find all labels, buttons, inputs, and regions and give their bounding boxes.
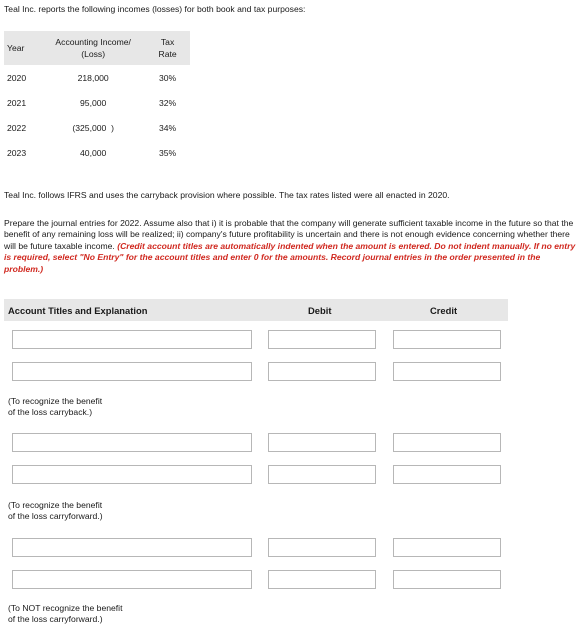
account-title-input[interactable] [12, 433, 252, 452]
credit-amount-input[interactable] [393, 362, 501, 381]
entry-explanation: (To recognize the benefit of the loss carryback.) [8, 396, 103, 417]
account-title-input[interactable] [12, 538, 252, 557]
income-tax-table [4, 31, 190, 165]
debit-amount-input[interactable] [268, 538, 376, 557]
col-header-rate: Tax Rate [158, 37, 177, 59]
entry-explanation: (To recognize the benefit of the loss carryforward.) [8, 500, 103, 521]
table-row [4, 140, 190, 165]
debit-amount-input[interactable] [268, 465, 376, 484]
credit-amount-input[interactable] [393, 538, 501, 557]
table-header-row [4, 31, 190, 65]
account-title-input[interactable] [12, 330, 252, 349]
col-header-credit: Credit [430, 305, 458, 316]
cell-rate: 35% [158, 147, 177, 158]
cell-rate: 32% [158, 97, 177, 108]
debit-amount-input[interactable] [268, 362, 376, 381]
col-header-year: Year [7, 43, 25, 53]
cell-income: 218,000 [77, 72, 109, 83]
account-title-input[interactable] [12, 465, 252, 484]
table-row [4, 65, 190, 90]
cell-income: 40,000 [80, 147, 107, 158]
problem-intro: Teal Inc. reports the following incomes (losses) for both book and tax purposes: [4, 4, 306, 14]
problem-statement-2 [4, 218, 578, 275]
cell-rate: 30% [158, 72, 177, 83]
account-title-input[interactable] [12, 362, 252, 381]
entry-explanation: (To NOT recognize the benefit of the loss carryforward.) [8, 603, 123, 624]
cell-year: 2022 [7, 122, 27, 133]
account-title-input[interactable] [12, 570, 252, 589]
table-row [4, 90, 190, 115]
debit-amount-input[interactable] [268, 433, 376, 452]
col-header-debit: Debit [308, 305, 332, 316]
table-row [4, 115, 190, 140]
instructions-text: Prepare the journal entries for 2022. Assume also that i) it is probable that the company will generate sufficient taxable income in the future so that the benefit of any remaining loss will be realized; ii) company's future profitability is uncertain and there is not enough evidence concerning whether there will be future taxable income. [4, 218, 574, 251]
cell-year: 2020 [7, 72, 27, 83]
credit-amount-input[interactable] [393, 330, 501, 349]
credit-amount-input[interactable] [393, 465, 501, 484]
problem-statement-1: Teal Inc. follows IFRS and uses the carryback provision where possible. The tax rates listed were all enacted in 2020. [4, 190, 450, 200]
credit-amount-input[interactable] [393, 570, 501, 589]
cell-year: 2023 [7, 147, 27, 158]
credit-amount-input[interactable] [393, 433, 501, 452]
col-header-account: Account Titles and Explanation [8, 305, 148, 316]
entry-instructions-warning: (Credit account titles are automatically indented when the amount is entered. Do not indent manually. If no entry is required, select "No Entry" for the account titles and enter 0 for the amounts. Record journal entries in the order presented in the problem.) [4, 240, 576, 274]
cell-rate: 34% [158, 122, 177, 133]
debit-amount-input[interactable] [268, 570, 376, 589]
cell-year: 2021 [7, 97, 27, 108]
journal-table-header [4, 299, 508, 321]
cell-income: (325,000 ) [72, 122, 114, 133]
cell-income: 95,000 [80, 97, 107, 108]
debit-amount-input[interactable] [268, 330, 376, 349]
col-header-income: Accounting Income/ (Loss) [55, 37, 131, 59]
